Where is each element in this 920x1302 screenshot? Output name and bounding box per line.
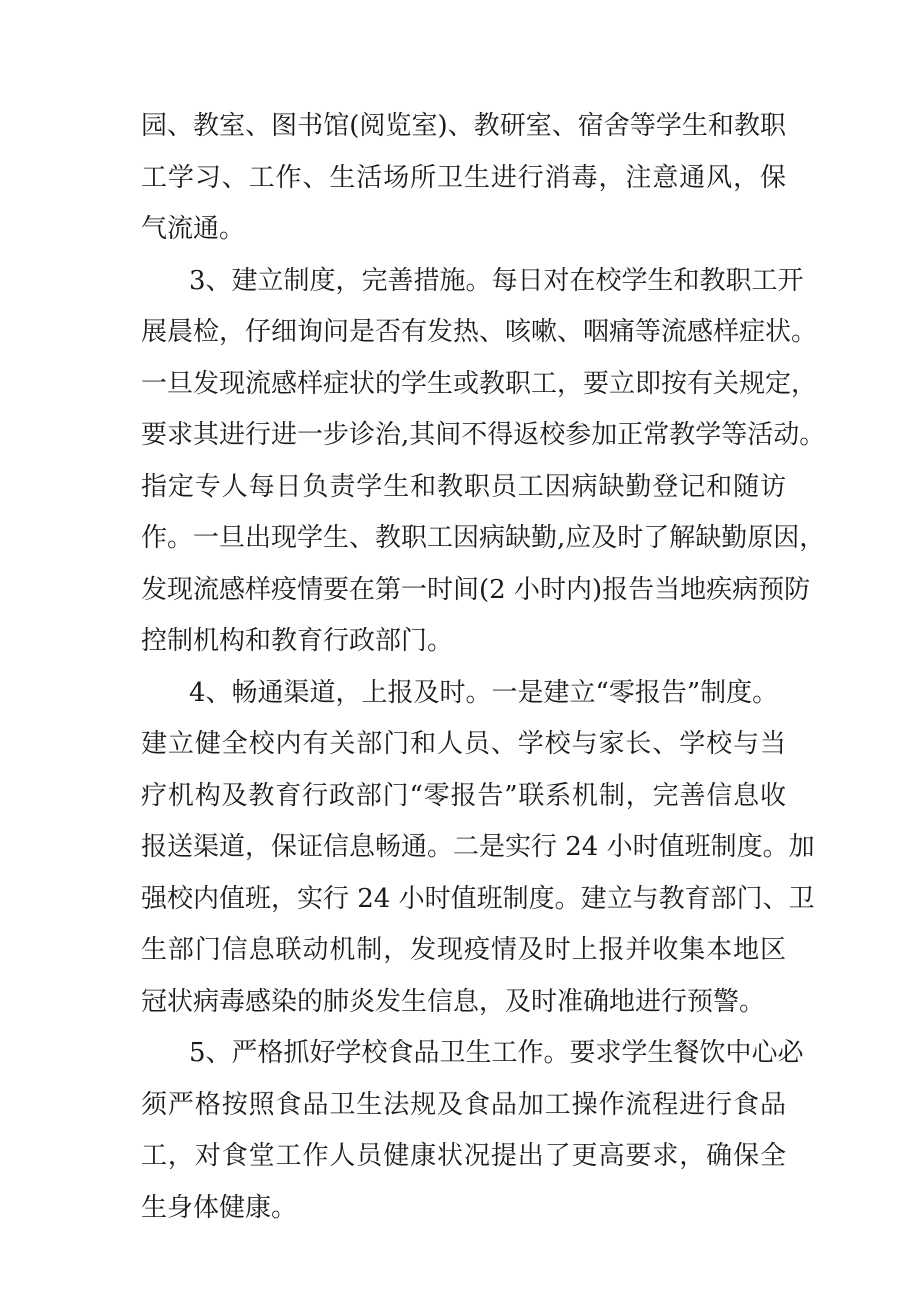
text-line: 要求其进行进一步诊治,其间不得返校参加正常教学等活动。 [141,420,826,450]
text-line: 强校内值班，实行 24 小时值班制度。建立与教育部门、卫 [141,883,815,914]
text-line: 生部门信息联动机制，发现疫情及时上报并收集本地区 [141,935,786,965]
text-line: 建立健全校内有关部门和人员、学校与家长、学校与当 [141,729,786,759]
paragraph-start-line: 3、建立制度，完善措施。每日对在校学生和教职工开 [189,265,804,296]
text-line: 一旦发现流感样症状的学生或教职工，要立即按有关规定， [141,368,818,399]
text-line: 园、教室、图书馆(阅览室)、教研室、宿舍等学生和教职 [141,111,786,141]
text-line: 工学习、工作、生活场所卫生进行消毒，注意通风，保 [141,162,786,193]
text-line: 控制机构和教育行政部门。 [141,626,454,656]
text-line: 发现流感样疫情要在第一时间(2 小时内)报告当地疾病预防 [141,574,811,605]
text-line: 展晨检，仔细询问是否有发热、咳嗽、咽痛等流感样症状。 [141,317,818,347]
document-body [141,101,826,1234]
paragraph-start-line: 4、畅通渠道，上报及时。一是建立“零报告”制度。 [189,677,779,708]
text-line: 作。一旦出现学生、教职工因病缺勤,应及时了解缺勤原因， [141,523,826,553]
text-line: 气流通。 [141,214,246,244]
text-line: 指定专人每日负责学生和教职员工因病缺勤登记和随访 [141,471,786,502]
text-line: 生身体健康。 [141,1192,298,1223]
text-line: 报送渠道，保证信息畅通。二是实行 24 小时值班制度。加 [141,832,815,862]
text-line: 疗机构及教育行政部门“零报告”联系机制，完善信息收 [141,780,786,811]
text-line: 冠状病毒感染的肺炎发生信息，及时准确地进行预警。 [141,986,766,1017]
paragraph-start-line: 5、严格抓好学校食品卫生工作。要求学生餐饮中心必 [189,1038,804,1068]
text-line: 须严格按照食品卫生法规及食品加工操作流程进行食品 [141,1089,786,1120]
text-line: 工，对食堂工作人员健康状况提出了更高要求，确保全 [141,1141,786,1171]
